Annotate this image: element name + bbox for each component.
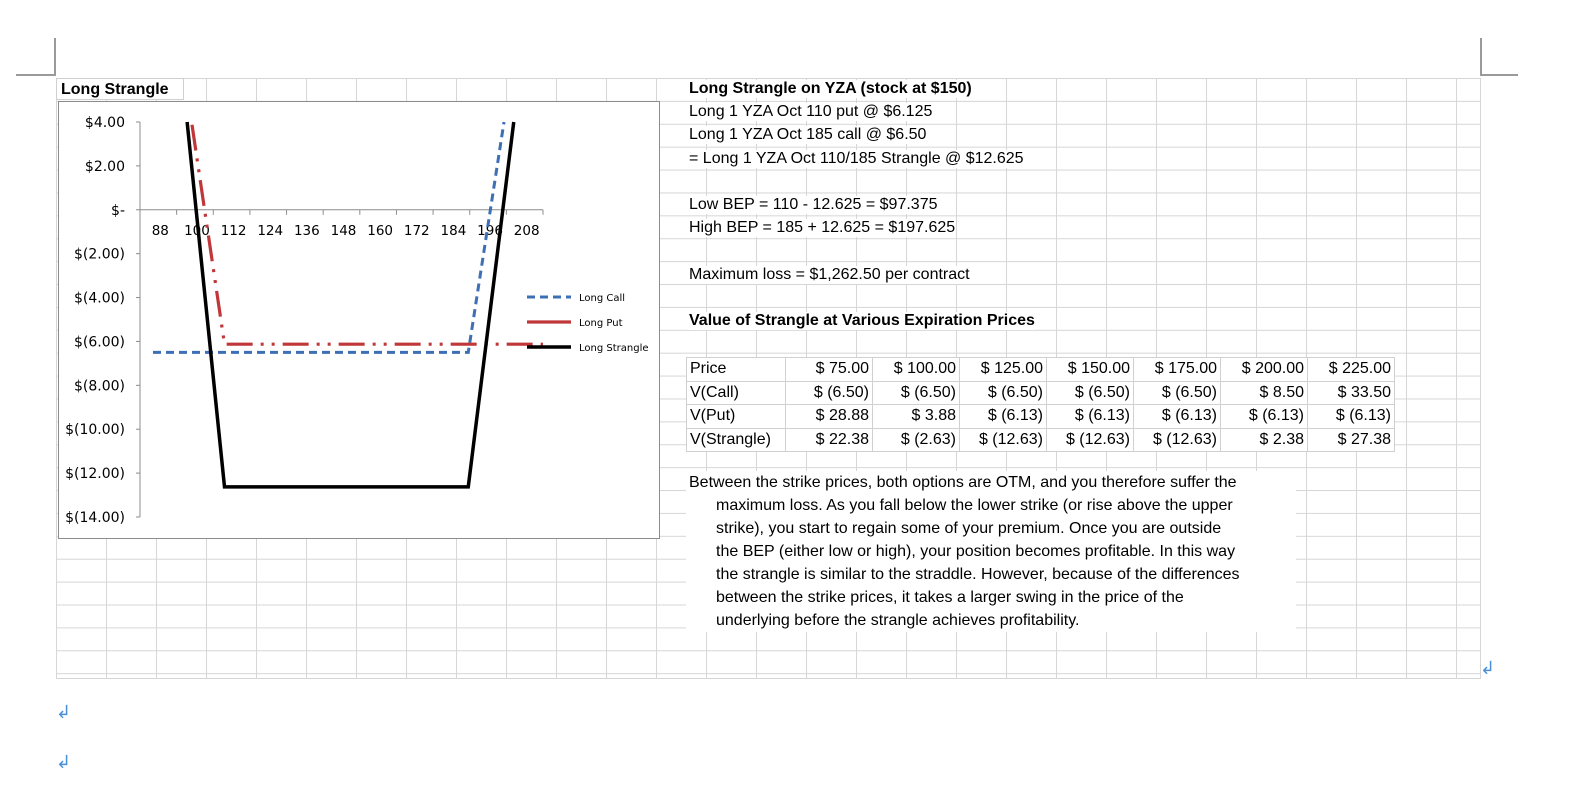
x-tick-label: 136 <box>293 222 320 239</box>
table-cell: $ 3.88 <box>873 405 960 429</box>
table-cell: $ (6.50) <box>1047 381 1134 405</box>
table-cell: $ 175.00 <box>1134 358 1221 382</box>
y-tick-label: $4.00 <box>84 115 125 131</box>
return-mark-icon: ↲ <box>56 752 72 772</box>
table-cell: $ 200.00 <box>1221 358 1308 382</box>
table-cell: $ 8.50 <box>1221 381 1308 405</box>
table-row <box>687 381 1395 405</box>
paragraph-line: maximum loss. As you fall below the lower strike (or rise above the upper <box>716 497 1233 514</box>
table-cell: $ 33.50 <box>1308 381 1395 405</box>
paragraph-line: strike), you start to regain some of your premium. Once you are outside <box>716 520 1222 537</box>
table-row <box>687 405 1395 429</box>
table-cell: $ (6.13) <box>1047 405 1134 429</box>
y-tick-label: $- <box>111 202 125 219</box>
chart-svg <box>59 102 661 540</box>
x-tick-label: 196 <box>477 222 503 239</box>
series-line-long-strangle <box>187 122 514 487</box>
y-tick-label: $(2.00) <box>73 246 125 263</box>
header-left-cell[interactable]: Long Strangle <box>56 78 184 100</box>
table-cell: $ 150.00 <box>1047 358 1134 382</box>
paragraph-line: the BEP (either low or high), your position becomes profitable. In this way <box>716 543 1236 560</box>
value-table <box>686 357 1395 452</box>
table-cell: $ (6.50) <box>960 381 1047 405</box>
put-leg-line: Long 1 YZA Oct 110 put @ $6.125 <box>689 103 933 120</box>
strangle-chart[interactable] <box>58 101 660 539</box>
table-cell: $ 2.38 <box>1221 428 1308 452</box>
table-cell: $ (12.63) <box>1047 428 1134 452</box>
y-tick-label: $(8.00) <box>73 378 125 395</box>
row-label: Price <box>687 358 786 382</box>
table-cell: $ 125.00 <box>960 358 1047 382</box>
table-cell: $ (12.63) <box>1134 428 1221 452</box>
y-tick-label: $(6.00) <box>73 334 125 351</box>
paragraph-line: between the strike prices, it takes a larger swing in the price of the <box>716 589 1184 606</box>
return-mark-icon: ↲ <box>1480 658 1496 678</box>
table-cell: $ 27.38 <box>1308 428 1395 452</box>
row-label: V(Strangle) <box>687 428 786 452</box>
paragraph-line: the strangle is similar to the straddle. However, because of the differences <box>716 566 1240 583</box>
x-tick-label: 88 <box>151 222 169 239</box>
table-cell: $ (6.13) <box>1221 405 1308 429</box>
row-label: V(Put) <box>687 405 786 429</box>
crop-mark-top-left-horizontal <box>16 74 56 76</box>
x-tick-label: 172 <box>403 222 430 239</box>
x-tick-label: 208 <box>513 222 540 239</box>
table-cell: $ 225.00 <box>1308 358 1395 382</box>
x-tick-label: 184 <box>440 222 467 239</box>
x-tick-label: 148 <box>330 222 357 239</box>
crop-mark-top-right-horizontal <box>1480 74 1518 76</box>
crop-mark-top-right-vertical <box>1480 38 1482 76</box>
table-row <box>687 358 1395 382</box>
table-cell: $ (6.13) <box>960 405 1047 429</box>
sheet-title: Long Strangle on YZA (stock at $150) <box>689 80 972 97</box>
paragraph-first-line: Between the strike prices, both options are OTM, and you therefore suffer the <box>689 474 1237 491</box>
explanation-paragraph <box>686 471 1296 632</box>
table-cell: $ (6.50) <box>786 381 873 405</box>
row-label: V(Call) <box>687 381 786 405</box>
x-tick-label: 124 <box>257 222 284 239</box>
return-mark-icon: ↲ <box>56 702 72 722</box>
table-cell: $ 75.00 <box>786 358 873 382</box>
legend-label: Long Strangle <box>579 343 649 354</box>
high-bep-line: High BEP = 185 + 12.625 = $197.625 <box>689 219 956 236</box>
table-cell: $ 22.38 <box>786 428 873 452</box>
legend-label: Long Put <box>579 318 623 329</box>
table-cell: $ (12.63) <box>960 428 1047 452</box>
paragraph-line: underlying before the strangle achieves profitability. <box>716 612 1080 629</box>
crop-mark-top-left-vertical <box>54 38 56 76</box>
low-bep-line: Low BEP = 110 - 12.625 = $97.375 <box>689 196 938 213</box>
table-cell: $ (2.63) <box>873 428 960 452</box>
y-tick-label: $(4.00) <box>73 290 125 307</box>
strangle-line: = Long 1 YZA Oct 110/185 Strangle @ $12.625 <box>689 150 1024 167</box>
x-tick-label: 112 <box>220 222 247 239</box>
y-tick-label: $(12.00) <box>65 466 125 483</box>
table-title: Value of Strangle at Various Expiration Prices <box>689 312 1035 329</box>
table-cell: $ (6.13) <box>1134 405 1221 429</box>
y-tick-label: $2.00 <box>84 158 125 175</box>
table-cell: $ (6.50) <box>873 381 960 405</box>
table-cell: $ (6.13) <box>1308 405 1395 429</box>
x-tick-label: 100 <box>184 222 210 239</box>
table-cell: $ 100.00 <box>873 358 960 382</box>
max-loss-line: Maximum loss = $1,262.50 per contract <box>689 266 970 283</box>
y-tick-label: $(10.00) <box>65 422 125 439</box>
legend-label: Long Call <box>579 293 626 304</box>
y-tick-label: $(14.00) <box>65 510 125 526</box>
table-cell: $ (6.50) <box>1134 381 1221 405</box>
call-leg-line: Long 1 YZA Oct 185 call @ $6.50 <box>689 126 927 143</box>
x-tick-label: 160 <box>367 222 394 239</box>
table-row <box>687 428 1395 452</box>
table-cell: $ 28.88 <box>786 405 873 429</box>
